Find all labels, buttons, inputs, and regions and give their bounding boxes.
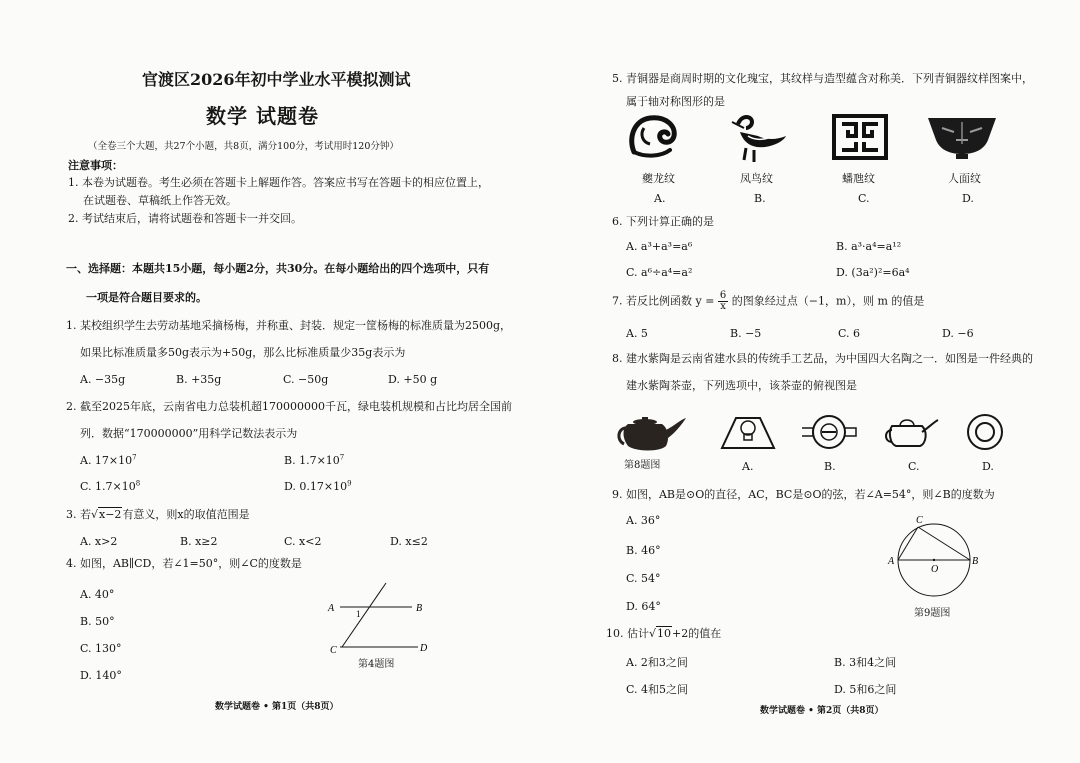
q5-option-a: A. [654,192,666,205]
q4-option-d: D. 140° [80,669,122,682]
q6-option-c: C. a⁶÷a⁴=a² [626,266,693,279]
q10-option-b: B. 3和4之间 [834,656,897,669]
q4-label-c: C [330,645,337,656]
q8-option-c: C. [908,460,920,473]
q6-option-b: B. a³·a⁴=a¹² [836,240,902,253]
q4-label-angle-1: 1 [356,609,361,619]
section-1-line-2: 一项是符合题目要求的。 [86,291,207,304]
notes-heading: 注意事项： [68,159,123,172]
page-1-footer: 数学试题卷 • 第1页（共8页） [215,702,339,712]
q8-option-b: B. [824,460,836,473]
q10-option-c: C. 4和5之间 [626,683,689,696]
q5-option-d: D. [962,192,974,205]
q2-option-c: C. $1.7\times 10^8$ [80,479,141,493]
q3-option-b: B. x≥2 [180,535,218,548]
q9-text: 9. 如图，AB是⊙O的直径，AC，BC是⊙O的弦，若∠A=54°，则∠B的度数为 [612,488,995,501]
q1-option-a: A. −35g [80,373,126,386]
exam-info: （全卷三个大题，共27个小题，共8页，满分100分，考试用时120分钟） [88,141,399,152]
q3-text: 3. 若√x−2有意义，则x的取值范围是 [66,508,250,521]
q9-option-a: A. 36° [626,514,661,527]
q8-option-d-figure [964,412,1006,452]
q7-option-b: B. −5 [730,327,762,340]
q5-image-renmian [926,114,998,160]
page-2-footer: 数学试题卷 • 第2页（共8页） [760,706,884,716]
q1-line-1: 1. 某校组织学生去劳动基地采摘杨梅，并称重、封装．规定一筐杨梅的标准质量为2500g， [66,319,512,332]
q8-option-c-figure [880,412,940,452]
q4-transversal [342,583,386,647]
q3-option-d: D. x≤2 [390,535,428,548]
q2-option-d: D. $0.17\times 10^9$ [284,479,352,493]
q2-line-1: 2. 截至2025年底，云南省电力总装机超170000000千瓦，绿电装机规模和占比均居全国前 [66,400,512,413]
q9-option-c: C. 54° [626,572,661,585]
q5-line-1: 5. 青铜器是商周时期的文化瑰宝，其纹样与造型蕴含对称美．下列青铜器纹样图案中， [612,72,1033,85]
q1-option-b: B. +35g [176,373,222,386]
q4-option-b: B. 50° [80,615,115,628]
note-1-line-2: 在试题卷、草稿纸上作答无效。 [83,194,237,207]
q9-label-b: B [972,556,979,567]
q7-text: 7. 若反比例函数 y = $\frac{6}{x}$ 的图象经过点（−1，m），则 m 的值是 [612,290,925,312]
q10-text: 10. 估计√10+2的值在 [606,627,722,640]
q3-option-c: C. x<2 [284,535,322,548]
q8-option-a-figure [720,412,776,452]
q5-image-c-name: 蟠虺纹 [842,172,875,185]
q9-figure [886,512,986,602]
q8-figure-caption: 第8题图 [624,460,661,471]
q6-option-d: D. (3a²)²=6a⁴ [836,266,910,279]
q4-option-c: C. 130° [80,642,122,655]
q4-text: 4. 如图，AB∥CD，若∠1=50°，则∠C的度数是 [66,557,302,570]
q5-image-panhui [832,114,888,160]
q5-line-2: 属于轴对称图形的是 [626,95,725,108]
q7-option-c: C. 6 [838,327,861,340]
q8-line-1: 8. 建水紫陶是云南省建水县的传统手工艺品，为中国四大名陶之一．如图是一件经典的 [612,352,1033,365]
q5-option-c: C. [858,192,870,205]
q8-line-2: 建水紫陶茶壶，下列选项中，该茶壶的俯视图是 [626,379,857,392]
q5-image-kuilong [626,110,684,162]
q9-chord-ac [898,527,918,560]
q5-image-a-name: 夔龙纹 [642,172,675,185]
q2-option-b: B. $1.7\times 10^7$ [284,453,345,467]
q10-option-a: A. 2和3之间 [626,656,688,669]
q3-option-a: A. x>2 [80,535,118,548]
q4-option-a: A. 40° [80,588,115,601]
q2-option-a: A. $17\times 10^7$ [80,453,137,467]
q9-chord-bc [918,527,970,560]
q9-option-d: D. 64° [626,600,661,613]
section-1-line-1: 一、选择题：本题共15小题，每小题2分，共30分。在每小题给出的四个选项中，只有 [66,262,490,275]
q7-option-a: A. 5 [626,327,648,340]
q4-label-b: B [416,603,423,614]
exam-subtitle: 数学 试题卷 [206,104,319,128]
q1-line-2: 如果比标准质量多50g表示为+50g，那么比标准质量少35g表示为 [80,346,406,359]
q10-option-d: D. 5和6之间 [834,683,897,696]
q4-label-a: A [328,603,335,614]
q6-text: 6. 下列计算正确的是 [612,215,714,228]
q9-figure-caption: 第9题图 [914,608,951,619]
q7-option-d: D. −6 [942,327,974,340]
exam-title: 官渡区2026年初中学业水平模拟测试 [142,70,411,89]
note-1-line-1: 1. 本卷为试题卷。考生必须在答题卡上解题作答。答案应书写在答题卡的相应位置上， [68,176,489,189]
note-2: 2. 考试结束后，请将试题卷和答题卡一并交回。 [68,212,302,225]
q4-figure-caption: 第4题图 [358,659,395,670]
q2-line-2: 列．数据“170000000”用科学记数法表示为 [80,427,298,440]
q5-image-b-name: 凤鸟纹 [740,172,773,185]
q9-option-b: B. 46° [626,544,661,557]
q4-label-d: D [420,643,428,654]
q8-option-a: A. [742,460,754,473]
q9-label-o: O [931,564,939,575]
q1-option-c: C. −50g [283,373,329,386]
exam-page-2 [540,0,1080,763]
q9-label-c: C [916,515,923,526]
q5-option-b: B. [754,192,766,205]
q8-option-b-figure [800,412,858,452]
q6-option-a: A. a³+a³=a⁶ [626,240,693,253]
q5-image-d-name: 人面纹 [948,172,981,185]
q9-label-a: A [888,556,895,567]
q1-option-d: D. +50 g [388,373,438,386]
q5-image-fengniao [724,110,788,164]
q8-figure-teapot [614,414,688,454]
q8-option-d: D. [982,460,994,473]
